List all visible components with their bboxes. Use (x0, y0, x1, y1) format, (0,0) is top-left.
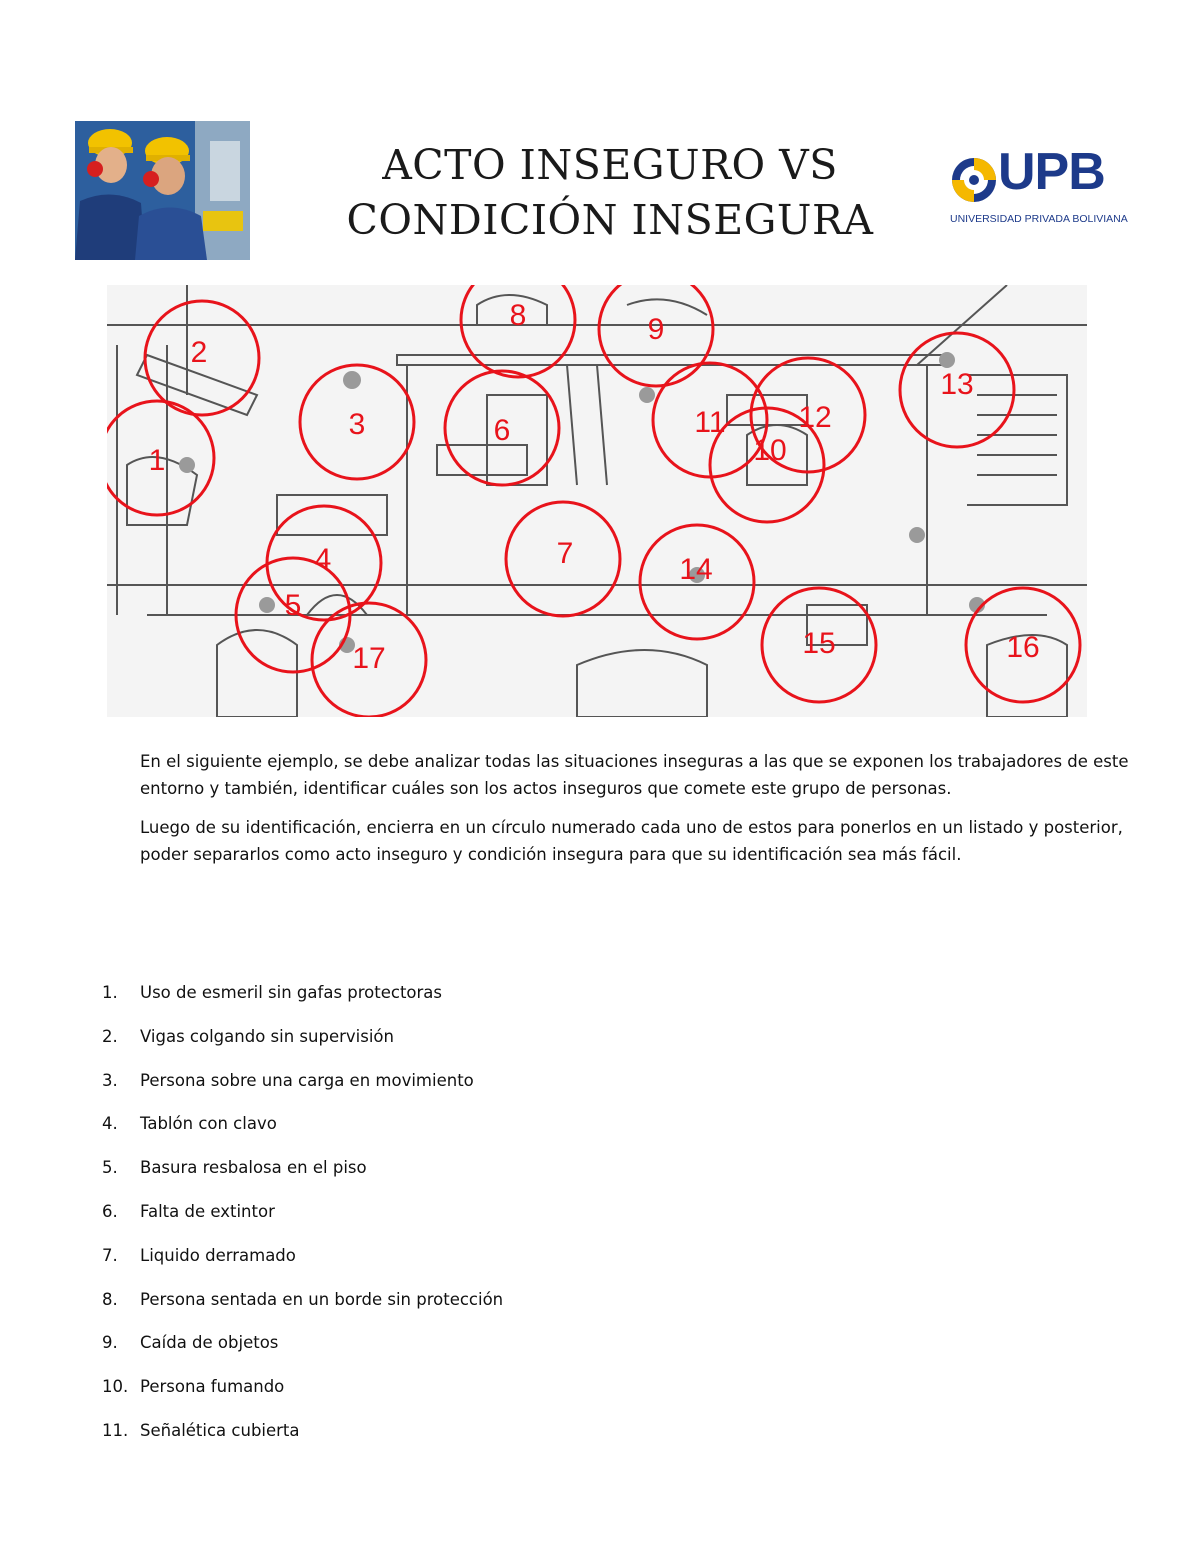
list-item (102, 1375, 503, 1419)
instruction-paragraph-2: Luego de su identificación, encierra en un círculo numerado cada uno de estos para ponerlos en un listado y posterior, poder separarlos como acto inseguro y condición insegura para que su identificación sea más fácil. (140, 818, 1123, 864)
marker-label-8: 8 (509, 299, 527, 332)
marker-label-17: 17 (352, 642, 386, 675)
list-item-number: 4. (102, 1114, 118, 1134)
list-item-number: 9. (102, 1333, 118, 1353)
list-item (102, 1288, 503, 1332)
list-item-number: 1. (102, 983, 118, 1002)
list-item-text: Tablón con clavo (140, 1114, 277, 1134)
list-item-text: Caída de objetos (140, 1333, 279, 1353)
marker-label-4: 4 (314, 543, 332, 576)
marker-label-2: 2 (190, 336, 208, 369)
list-item-text: Vigas colgando sin supervisión (140, 1026, 394, 1046)
list-item (102, 1025, 503, 1069)
instruction-paragraph-1: En el siguiente ejemplo, se debe analizar todas las situaciones inseguras a las que se exponen los trabajadores de este entorno y también, identificar cuáles son los actos inseguros que comete este grupo de personas. (140, 752, 1129, 798)
list-item-text: Liquido derramado (140, 1245, 296, 1265)
list-item (102, 1112, 503, 1156)
upb-logo (950, 140, 1128, 235)
marker-label-14: 14 (679, 553, 713, 586)
list-item-text: Falta de extintor (140, 1201, 275, 1221)
list-item (102, 1244, 503, 1288)
list-item-text: Persona sentada en un borde sin protección (140, 1289, 504, 1309)
list-item (102, 1331, 503, 1375)
marker-label-6: 6 (493, 414, 511, 447)
list-item-text: Uso de esmeril sin gafas protectoras (140, 983, 443, 1002)
title-line-2: CONDICIÓN INSEGURA (346, 196, 874, 244)
upb-swirl-icon (950, 144, 998, 214)
list-item (102, 1069, 503, 1113)
marker-label-12: 12 (798, 401, 832, 434)
list-item-number: 2. (102, 1026, 118, 1046)
unsafe-items-list (102, 981, 503, 1463)
logo-subtext: UNIVERSIDAD PRIVADA BOLIVIANA (950, 213, 1128, 225)
logo-text: UPB (998, 143, 1105, 201)
marker-label-16: 16 (1006, 631, 1040, 664)
list-item-text: Basura resbalosa en el piso (140, 1158, 367, 1178)
list-item-number: 6. (102, 1201, 118, 1221)
list-item-number: 7. (102, 1245, 118, 1265)
list-item-number: 3. (102, 1070, 118, 1090)
list-item (102, 981, 503, 1025)
marker-label-9: 9 (647, 313, 665, 346)
list-item-number: 8. (102, 1289, 118, 1309)
marker-label-7: 7 (556, 537, 574, 570)
marker-label-3: 3 (348, 408, 366, 441)
list-item (102, 1200, 503, 1244)
list-item-text: Persona fumando (140, 1377, 285, 1397)
marker-label-13: 13 (940, 368, 974, 401)
instructions (140, 748, 1130, 880)
list-item-number: 10. (102, 1377, 129, 1397)
title-line-1: ACTO INSEGURO VS (382, 141, 838, 189)
marker-label-5: 5 (284, 589, 302, 622)
list-item-number: 11. (102, 1420, 129, 1440)
list-item-text: Señalética cubierta (140, 1420, 300, 1440)
list-item (102, 1419, 503, 1463)
marker-label-1: 1 (148, 444, 166, 477)
header-photo-workers (75, 121, 250, 260)
marker-label-15: 15 (802, 627, 836, 660)
workplace-scene-illustration (107, 285, 1087, 717)
list-item (102, 1156, 503, 1200)
list-item-text: Persona sobre una carga en movimiento (140, 1070, 474, 1090)
list-item-number: 5. (102, 1158, 118, 1178)
marker-label-10: 10 (753, 434, 787, 467)
page-title (340, 138, 880, 248)
marker-label-11: 11 (694, 406, 726, 439)
